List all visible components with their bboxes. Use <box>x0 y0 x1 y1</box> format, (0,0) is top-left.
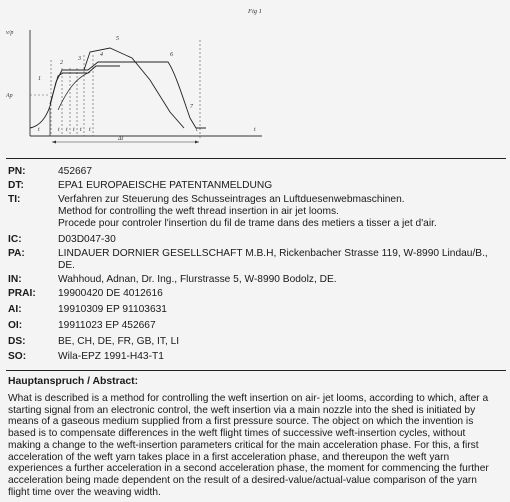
curve-label-6: 6 <box>170 52 173 58</box>
field-line: Wahhoud, Adnan, Dr. Ing., Flurstrasse 5, W-8990 Bodolz, DE. <box>58 274 337 285</box>
field-value <box>58 351 504 363</box>
curve-label-7: 7 <box>190 104 193 110</box>
field-label: PRAI: <box>8 288 36 299</box>
figure-caption: Fig 1 <box>248 8 262 15</box>
x-label-end: t <box>196 127 198 133</box>
field-value <box>58 304 504 316</box>
abstract-line: experiences a further acceleration in a second acceleration phase, the moment for commencing the further <box>8 463 489 475</box>
field-label: AI: <box>8 304 22 315</box>
abstract-line: starting signal from an electronic control, the weft insertion via a main nozzle into the shed is initiated by <box>8 404 476 416</box>
abstract-line: based is to compensate differences in the weft flight times of successive weft-insertion cycles, without <box>8 428 466 440</box>
span-arrow-left-head <box>52 141 56 144</box>
field-label: PA: <box>8 248 25 259</box>
abstract-line: acceleration being made dependent on the result of a desired-value/actual-value comparison of the yarn <box>8 474 477 486</box>
field-line: Procede pour controler l'insertion du fil de trame dans des metiers a tisser a jet d'air. <box>58 218 437 229</box>
curve-peak <box>84 48 184 128</box>
field-label: TI: <box>8 194 21 205</box>
abstract-line: What is described is a method for controlling the weft insertion on air- jet looms, according to which, after a <box>8 393 489 404</box>
field-value <box>58 166 504 178</box>
header-divider <box>6 158 506 159</box>
x-label-t2: t <box>58 127 60 133</box>
field-line: Verfahren zur Steuerung des Schusseintrages an Luftduesenwebmaschinen. <box>58 194 405 205</box>
field-line: BE, CH, DE, FR, GB, IT, LI <box>58 336 180 347</box>
field-label: PN: <box>8 166 26 177</box>
field-line: 19911023 EP 452667 <box>58 320 156 331</box>
curve-main <box>56 62 206 128</box>
abstract-line: acceleration of the weft yarn takes place in a first acceleration phase, and thereupon the weft yarn <box>8 451 450 463</box>
x-label-t4: t <box>73 127 75 133</box>
curve-secondary <box>50 66 120 104</box>
x-label-start: t <box>38 127 40 133</box>
field-line: DE. <box>58 260 75 271</box>
patent-figure <box>0 0 510 150</box>
field-value <box>58 234 504 246</box>
y-mark-label: Ap <box>6 93 13 99</box>
field-line: EPA1 EUROPAEISCHE PATENTANMELDUNG <box>58 180 273 191</box>
field-label: OI: <box>8 320 23 331</box>
abstract-line: means of a gaseous medium supplied from a first pressure source. The object on which the invention is <box>8 416 474 428</box>
field-value <box>58 274 504 286</box>
field-line: Wila-EPZ 1991-H43-T1 <box>58 351 164 362</box>
field-line: 452667 <box>58 166 92 177</box>
field-value <box>58 194 504 230</box>
curve-label-3: 3 <box>78 56 81 62</box>
curve-inner <box>58 72 90 110</box>
field-value <box>58 180 504 192</box>
abstract-line: making a change to the weft-insertion parameters critical for the main acceleration phase. For this, a first <box>8 439 479 451</box>
y-axis-label: v/p <box>6 30 14 36</box>
curve-label-1: 1 <box>38 76 41 82</box>
curve-start-rise <box>30 82 56 128</box>
x-label-t3: t <box>66 127 68 133</box>
field-value <box>58 336 504 348</box>
field-line: 19900420 DE 4012616 <box>58 288 163 299</box>
span-label: Δt <box>118 136 124 142</box>
figure-drawing <box>0 0 510 150</box>
curve-label-5: 5 <box>116 36 119 42</box>
field-label: SO: <box>8 351 27 362</box>
x-label-t5: t <box>80 127 82 133</box>
field-label: DS: <box>8 336 26 347</box>
field-line: 19910309 EP 91103631 <box>58 304 167 315</box>
field-value <box>58 248 504 272</box>
field-line: LINDAUER DORNIER GESELLSCHAFT M.B.H, Rickenbacher Strasse 119, W-8990 Lindau/B., <box>58 248 488 259</box>
field-label: IC: <box>8 234 22 245</box>
x-label-t6: t <box>89 127 91 133</box>
curve-label-4: 4 <box>100 52 103 58</box>
abstract-divider <box>6 370 506 371</box>
field-value <box>58 320 504 332</box>
field-label: IN: <box>8 274 22 285</box>
field-label: DT: <box>8 180 24 191</box>
abstract-title: Hauptanspruch / Abstract: <box>8 376 139 387</box>
curve-label-2: 2 <box>60 60 63 66</box>
field-line: Method for controlling the weft thread insertion in air jet looms. <box>58 206 339 217</box>
field-line: D03D047-30 <box>58 234 116 245</box>
span-arrow-right-head <box>195 141 199 144</box>
abstract-text <box>8 393 504 498</box>
x-label-tail: t <box>254 127 256 133</box>
abstract-line: flight time over the weaving width. <box>8 486 161 498</box>
field-value <box>58 288 504 300</box>
